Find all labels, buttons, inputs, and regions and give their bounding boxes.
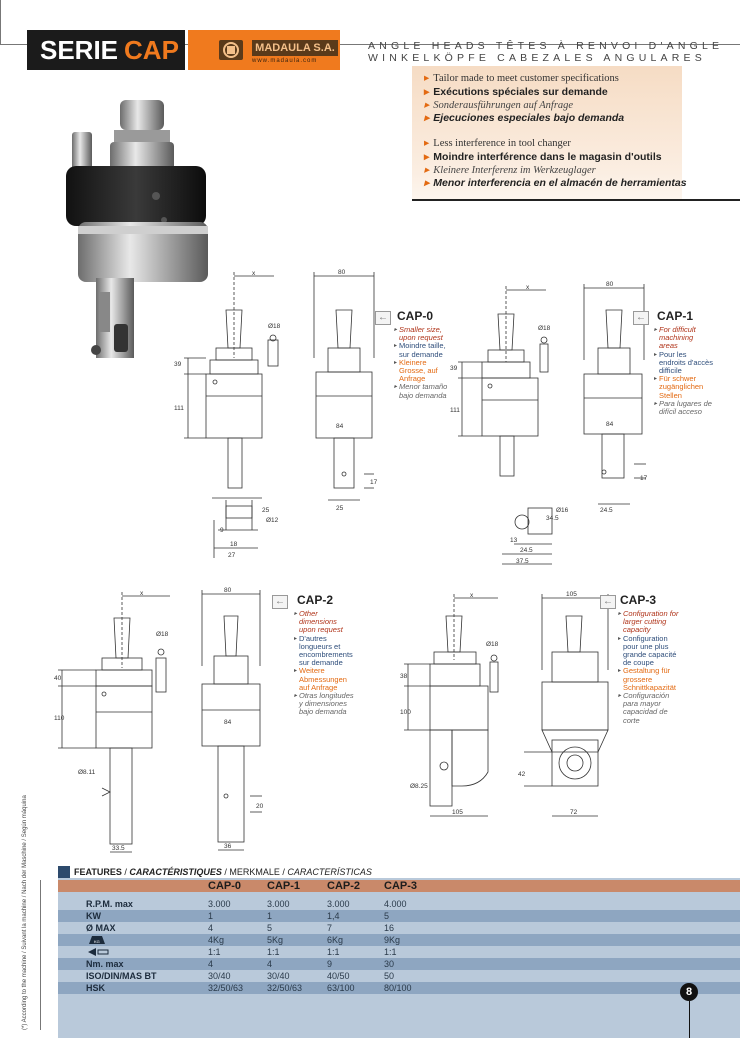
cap2-arrow-icon: ← <box>272 595 288 609</box>
table-cell: 1,4 <box>327 911 340 921</box>
table-cell: 1:1 <box>208 947 221 957</box>
table-row <box>58 958 740 970</box>
table-cell: 1:1 <box>327 947 340 957</box>
cap1-legend <box>654 326 714 416</box>
cap0-dim-b25: 25 <box>336 505 344 512</box>
table-row <box>58 982 740 994</box>
cap3-dim-b105: 105 <box>452 809 463 816</box>
cap2-legend-es: ▸ Otras longitudes y dimensiones bajo demanda <box>294 692 354 717</box>
cap3-legend-fr: ▸ Configuration pour une plus grande capacité de coupe <box>618 635 682 668</box>
cap0-arrow-icon: ← <box>375 311 391 325</box>
cap2-dim-w80: 80 <box>224 587 232 594</box>
table-cell: 5Kg <box>267 935 284 945</box>
table-cell: 32/50/63 <box>208 983 244 993</box>
table-cell: 4Kg <box>208 935 225 945</box>
cap1-dim-h39: 39 <box>450 365 458 372</box>
table-cell: 30/40 <box>267 971 290 981</box>
table-cell: 50 <box>384 971 395 981</box>
brand-name: MADAULA S.A. <box>252 40 338 56</box>
cap0-dim-d84: 84 <box>336 423 344 430</box>
cap2-dim-h40: 40 <box>54 675 62 682</box>
cap0-legend-en: ▸ Smaller size, upon request <box>394 326 454 342</box>
cap1-legend-en: ▸ For difficult machining areas <box>654 326 714 351</box>
series-title <box>40 35 179 66</box>
cap1-dim-w80: 80 <box>606 281 614 288</box>
cap3-dim-w105: 105 <box>566 591 577 598</box>
side-note-rule <box>40 880 41 1030</box>
cap0-dim-b27: 27 <box>228 552 236 559</box>
table-row <box>58 910 740 922</box>
table-cell: 1 <box>208 911 214 921</box>
features-title-en: FEATURES <box>74 867 122 877</box>
cap1-dim-d16: Ø16 <box>556 507 569 514</box>
cap0-dim-d25: 25 <box>262 507 270 514</box>
cap0-dim-b18: 18 <box>230 541 238 548</box>
series-label: SERIE <box>40 35 119 65</box>
feature-item: ▸ Sonderausführungen auf Anfrage <box>424 99 573 111</box>
cap0-legend <box>394 326 454 400</box>
table-row <box>58 898 740 910</box>
features-title-es: CARACTERÍSTICAS <box>287 867 372 877</box>
cap1-dim-b245: 24.5 <box>520 547 533 554</box>
cap1-dim-d18: Ø18 <box>538 325 551 332</box>
cap3-front-drawing <box>518 590 622 824</box>
cap2-legend-fr: ▸ D'autres longueurs et encombrements sur demande <box>294 635 354 668</box>
cap0-dim-h17: 17 <box>370 479 378 486</box>
header-title-line2: WINKELKÖPFE CABEZALES ANGULARES <box>368 52 706 64</box>
feature-item: ▸ Menor interferencia en el almacén de herramientas <box>424 177 687 189</box>
table-header-row <box>58 880 740 892</box>
cap1-legend-fr: ▸ Pour les endroits d'accès difficile <box>654 351 714 376</box>
cap2-dim-b335: 33.5 <box>112 845 125 852</box>
table-cell: 1 <box>267 911 273 921</box>
table-cell: 6Kg <box>327 935 344 945</box>
cap2-legend-en: ▸ Other dimensions upon request <box>294 610 354 635</box>
cap0-dim-d18: Ø18 <box>268 323 281 330</box>
cap3-dim-b72: 72 <box>570 809 578 816</box>
table-row-label: KW <box>86 911 101 921</box>
page-number: 8 <box>680 983 698 1001</box>
cap2-dim-r11: Ø8.11 <box>78 769 96 776</box>
table-col-header: CAP-2 <box>327 880 361 892</box>
cap3-dim-h38: 38 <box>400 673 408 680</box>
features-title-fr: CARACTÉRISTIQUES <box>129 867 222 877</box>
table-row-label: HSK <box>86 983 106 993</box>
cap3-legend-de: ▸ Gestaltung für grossere Schnittkapazität <box>618 667 682 692</box>
cap2-dim-d18: Ø18 <box>156 631 169 638</box>
cap1-dim-h111: 111 <box>450 407 460 414</box>
table-cell: 16 <box>384 923 395 933</box>
table-cell: 30 <box>384 959 395 969</box>
table-cell: 3.000 <box>267 899 290 909</box>
cap2-dim-b36: 36 <box>224 843 232 850</box>
cap2-dim-d84: 84 <box>224 719 232 726</box>
cap2-legend <box>294 610 354 717</box>
table-row <box>58 922 740 934</box>
cap2-legend-de: ▸ Weitere Abmessungen auf Anfrage <box>294 667 354 692</box>
table-row <box>58 946 740 958</box>
cap0-dim-w80: 80 <box>338 269 346 276</box>
header-title-line1: ANGLE HEADS TÊTES À RENVOI D'ANGLE <box>368 40 724 52</box>
features-rule <box>412 199 740 201</box>
cap0-dim-h39: 39 <box>174 361 182 368</box>
table-cell: 1:1 <box>267 947 280 957</box>
table-cell: 5 <box>384 911 390 921</box>
page-number-rule <box>689 1001 690 1038</box>
side-note: (*) According to the machine / Suivant la machine / Nach der Maschine / Según máquina <box>22 795 28 1030</box>
cap1-arrow-icon: ← <box>633 311 649 325</box>
feature-item: ▸ Exécutions spéciales sur demande <box>424 86 608 98</box>
table-cell: 9Kg <box>384 935 401 945</box>
cap3-dim-d18: Ø18 <box>486 641 499 648</box>
table-row <box>58 934 740 946</box>
table-cell: 9 <box>327 959 333 969</box>
brand-logo-icon <box>218 39 244 61</box>
cap3-legend-es: ▸ Configuración para mayor capacidad de corte <box>618 692 682 725</box>
feature-item: ▸ Tailor made to meet customer specifications <box>424 72 619 84</box>
table-cell: 5 <box>267 923 273 933</box>
table-cell: 4 <box>267 959 273 969</box>
cap0-dim-x: x <box>252 270 256 277</box>
cap1-dim-d345: 34.5 <box>546 515 559 522</box>
svg-text:KG: KG <box>94 939 100 944</box>
cap0-legend-fr: ▸ Moindre taille, sur demande <box>394 342 454 358</box>
cap3-arrow-icon: ← <box>600 595 616 609</box>
cap3-dim-x: x <box>470 592 474 599</box>
cap1-drawing <box>448 282 578 572</box>
cap3-legend-en: ▸ Configuration for larger cutting capacity <box>618 610 682 635</box>
table-row-label: Ø MAX <box>86 923 116 933</box>
table-cell: 7 <box>327 923 333 933</box>
features-title-de: MERKMALE <box>229 867 280 877</box>
table-col-header: CAP-0 <box>208 880 242 892</box>
feature-item: ▸ Kleinere Interferenz im Werkzeuglager <box>424 164 596 176</box>
cap2-dim-h110: 110 <box>54 715 65 722</box>
cap3-dim-r25: Ø8.25 <box>410 783 428 790</box>
table-row <box>58 970 740 982</box>
cap3-dim-h42: 42 <box>518 771 526 778</box>
cap2-title: CAP-2 <box>297 593 334 607</box>
feature-item: ▸ Less interference in tool changer <box>424 137 571 149</box>
feature-item: ▸ Ejecuciones especiales bajo demanda <box>424 112 624 124</box>
cap0-legend-de: ▸ Kleinere Grosse, auf Anfrage <box>394 359 454 384</box>
cap1-dim-h17: 17 <box>640 475 648 482</box>
cap2-drawing <box>52 588 192 858</box>
table-cell: 40/50 <box>327 971 350 981</box>
cap3-drawing <box>396 590 516 824</box>
cap3-dim-h100: 100 <box>400 709 411 716</box>
cap0-dim-b9: 9 <box>220 527 224 534</box>
cap1-dim-b13: 13 <box>510 537 518 544</box>
cap0-dim-d12: Ø12 <box>266 517 279 524</box>
table-cell: 4 <box>208 959 214 969</box>
cap1-legend-es: ▸ Para lugares de difícil acceso <box>654 400 714 416</box>
cap3-title: CAP-3 <box>620 593 657 607</box>
cap0-dim-h111: 111 <box>174 405 184 412</box>
table-row-label: ISO/DIN/MAS BT <box>86 971 157 981</box>
table-cell: 4.000 <box>384 899 407 909</box>
feature-item: ▸ Moindre interférence dans le magasin d'outils <box>424 151 662 163</box>
cap1-legend-de: ▸ Für schwer zugänglichen Stellen <box>654 375 714 400</box>
cap1-dim-x: x <box>526 284 530 291</box>
table-col-header: CAP-3 <box>384 880 418 892</box>
table-cell: 63/100 <box>327 983 355 993</box>
cap1-title: CAP-1 <box>657 309 694 323</box>
table-cell: 4 <box>208 923 214 933</box>
features-table-marker <box>58 866 70 878</box>
cap0-legend-es: ▸ Menor tamaño bajo demanda <box>394 383 454 399</box>
weight-icon <box>88 935 106 945</box>
table-cell: 3.000 <box>327 899 350 909</box>
table-cell: 80/100 <box>384 983 412 993</box>
cap2-front-drawing <box>196 586 270 858</box>
series-model: CAP <box>124 35 179 65</box>
table-cell: 3.000 <box>208 899 231 909</box>
cap1-dim-d84: 84 <box>606 421 614 428</box>
ratio-icon <box>88 948 110 956</box>
cap0-title: CAP-0 <box>397 309 434 323</box>
table-col-header: CAP-1 <box>267 880 301 892</box>
cap3-legend <box>618 610 682 725</box>
cap1-dim-b245-front: 24.5 <box>600 507 613 514</box>
table-cell: 1:1 <box>384 947 397 957</box>
brand-url: www.madaula.com <box>252 58 318 64</box>
header-left-rule <box>0 0 1 44</box>
table-cell: 30/40 <box>208 971 231 981</box>
table-row-label: Nm. max <box>86 959 124 969</box>
table-cell: 32/50/63 <box>267 983 303 993</box>
features-table-title: FEATURES / CARACTÉRISTIQUES / MERKMALE / CARACTERÍSTICAS <box>74 867 372 877</box>
cap2-dim-h20: 20 <box>256 803 264 810</box>
cap0-front-drawing <box>310 268 380 516</box>
cap1-dim-b375: 37.5 <box>516 558 529 565</box>
table-row-label: R.P.M. max <box>86 899 133 909</box>
cap2-dim-x: x <box>140 590 144 597</box>
